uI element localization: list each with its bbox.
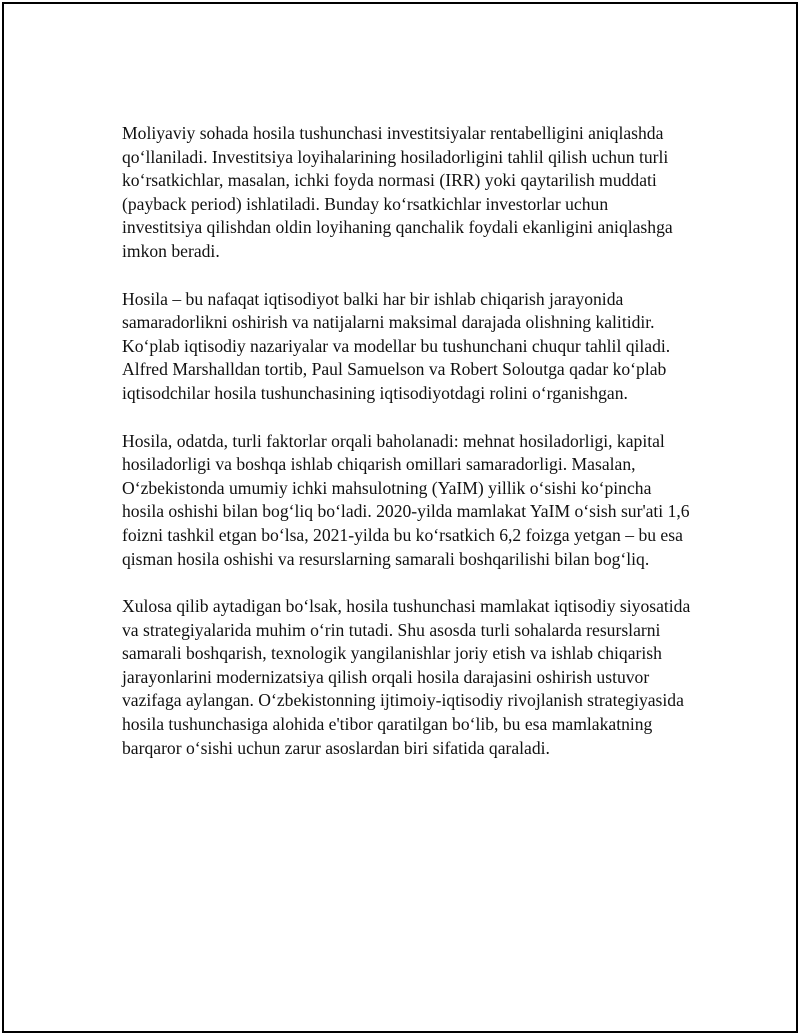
document-body (122, 122, 692, 784)
paragraph-3: Hosila, odatda, turli faktorlar orqali baholanadi: mehnat hosiladorligi, kapital hosiladorligi va boshqa ishlab chiqarish omillari samaradorligi. Masalan, O‘zbekistonda umumiy ichki mahsulotning (YaIM) yillik o‘sishi ko‘pincha hosila oshishi bilan bog‘liq bo‘ladi. 2020-yilda mamlakat YaIM o‘sish sur'ati 1,6 foizni tashkil etgan bo‘lsa, 2021-yilda bu ko‘rsatkich 6,2 foizga yetgan – bu esa qisman hosila oshishi va resurslarning samarali boshqarilishi bilan bog‘liq. (122, 430, 690, 569)
page-border (2, 2, 798, 1033)
paragraph-4: Xulosa qilib aytadigan bo‘lsak, hosila tushunchasi mamlakat iqtisodiy siyosatida va strategiyalarida muhim o‘rin tutadi. Shu asosda turli sohalarda resurslarni samarali boshqarish, texnologik yangilanishlar joriy etish va ishlab chiqarish jarayonlarini modernizatsiya qilish orqali hosila darajasini oshirish ustuvor vazifaga aylangan. O‘zbekistonning ijtimoiy-iqtisodiy rivojlanish strategiyasida hosila tushunchasiga alohida e'tibor qaratilgan bo‘lib, bu esa mamlakatning barqaror o‘sishi uchun zarur asoslardan biri sifatida qaraladi. (122, 596, 691, 758)
paragraph-1: Moliyaviy sohada hosila tushunchasi investitsiyalar rentabelligini aniqlashda qo‘llaniladi. Investitsiya loyihalarining hosiladorligini tahlil qilish uchun turli ko‘rsatkichlar, masalan, ichki foyda normasi (IRR) yoki qaytarilish muddati (payback period) ishlatiladi. Bunday ko‘rsatkichlar investorlar uchun investitsiya qilishdan oldin loyihaning qanchalik foydali ekanligini aniqlashga imkon beradi. (122, 123, 673, 261)
paragraph-2: Hosila – bu nafaqat iqtisodiyot balki har bir ishlab chiqarish jarayonida samaradorlikni oshirish va natijalarni maksimal darajada olishning kalitidir. Ko‘plab iqtisodiy nazariyalar va modellar bu tushunchani chuqur tahlil qiladi. Alfred Marshalldan tortib, Paul Samuelson va Robert Soloutga qadar ko‘plab iqtisodchilar hosila tushunchasining iqtisodiyotdagi rolini o‘rganishgan. (122, 288, 671, 403)
